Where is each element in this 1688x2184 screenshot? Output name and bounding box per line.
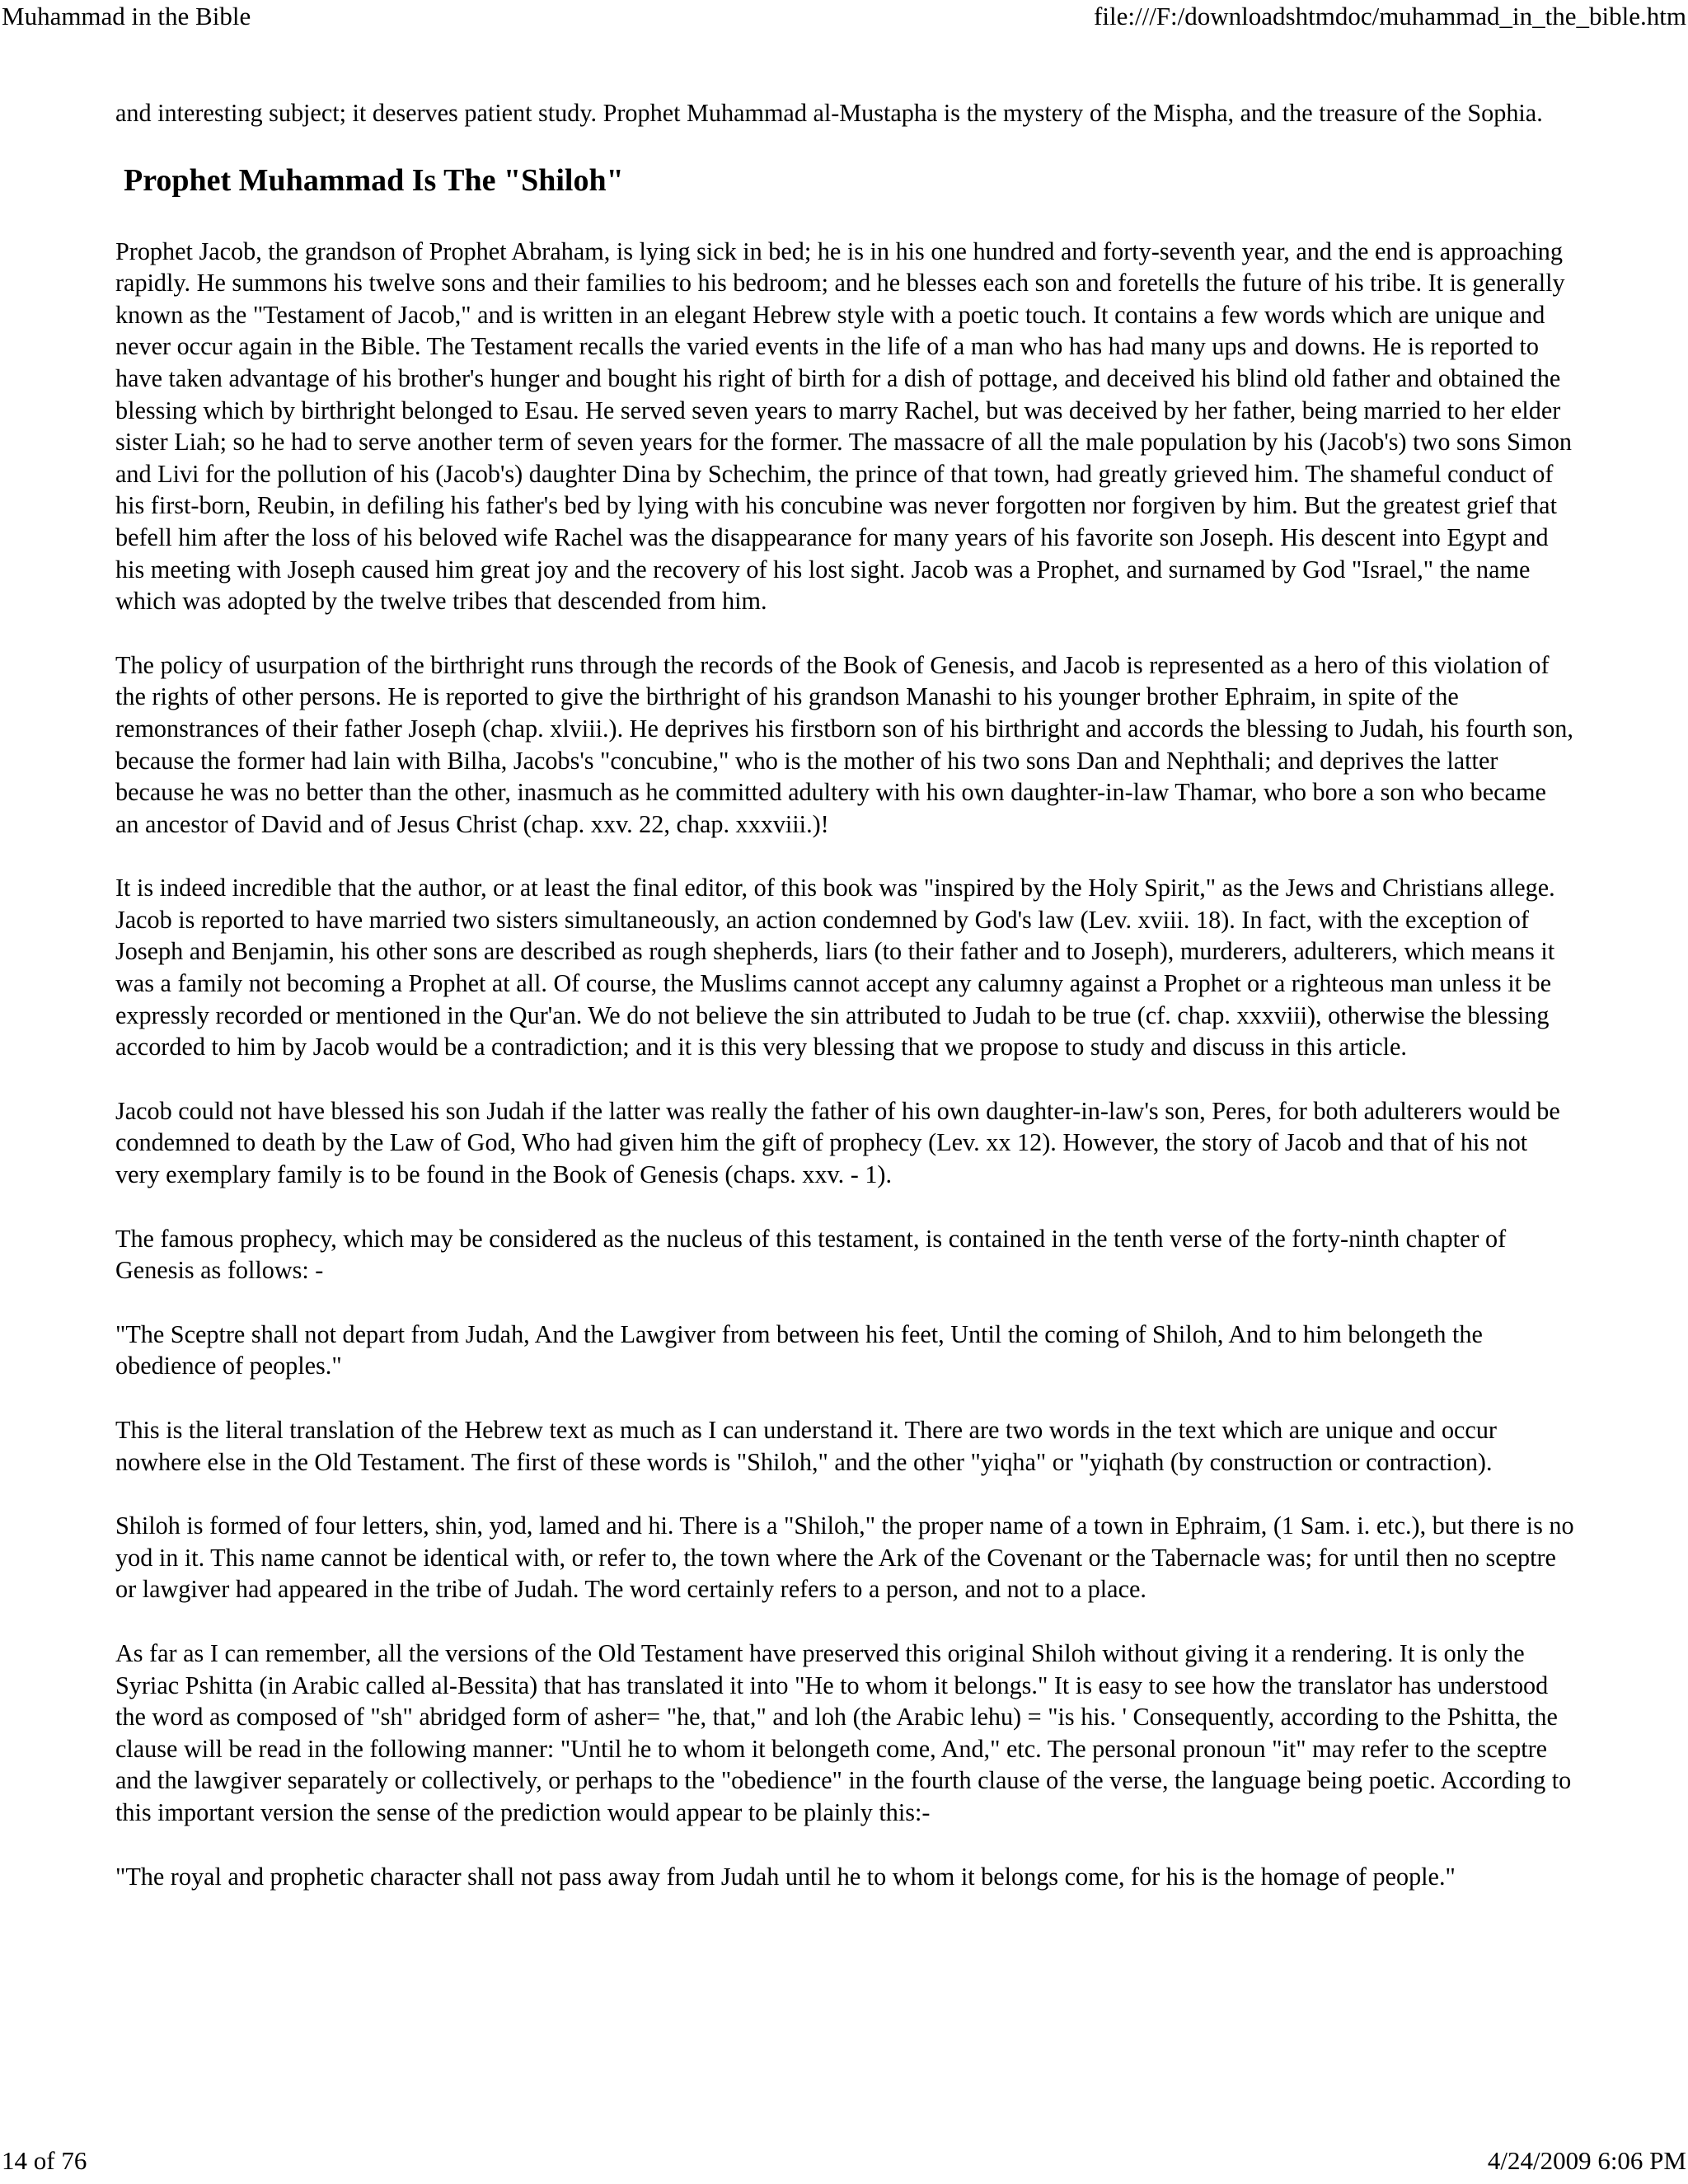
- paragraph: The famous prophecy, which may be considered as the nucleus of this testament, is contained in the tenth verse of the forty-ninth chapter of Genesis as follows: -: [115, 1224, 1507, 1285]
- document-title: Muhammad in the Bible: [2, 2, 251, 30]
- paragraph: Jacob could not have blessed his son Judah if the latter was really the father of his own daughter-in-law's son, Peres, for both adulterers would be condemned to death by the Law of God, Who had given him the gift of prophecy (Lev. xx 12). However, the story of Jacob and that of his not very exemplary family is to be found in the Book of Genesis (chaps. xxv. - 1).: [115, 1096, 1560, 1189]
- paragraph: It is indeed incredible that the author, or at least the final editor, of this book was "inspired by the Holy Spirit," as the Jews and Christians allege. Jacob is reported to have married two sisters simultaneously, an action condemned by God's law (Lev. xviii. 18). In fact, with the exception of Joseph and Benjamin, his other sons are described as rough shepherds, liars (to their father and to Joseph), murderers, adulterers, which means it was a family not becoming a Prophet at all. Of course, the Muslims cannot accept any calumny against a Prophet or a righteous man unless it be expressly recorded or mentioned in the Qur'an. We do not believe the sin attributed to Judah to be true (cf. chap. xxxviii), otherwise the blessing accorded to him by Jacob would be a contradiction; and it is this very blessing that we propose to study and discuss in this article.: [115, 874, 1555, 1062]
- paragraph: The policy of usurpation of the birthright runs through the records of the Book of Genesis, and Jacob is represented as a hero of this violation of the rights of other persons. He is reported to give the birthright of his grandson Manashi to his younger brother Ephraim, in spite of the remonstrances of their father Joseph (chap. xlviii.). He deprives his firstborn son of his birthright and accords the blessing to Judah, his fourth son, because the former had lain with Bilha, Jacobs's "concubine," who is the mother of his two sons Dan and Nephthali; and deprives the latter because he was no better than the other, inasmuch as he committed adultery with his own daughter-in-law Thamar, who bore a son who became an ancestor of David and of Jesus Christ (chap. xxv. 22, chap. xxxviii.)!: [115, 650, 1573, 838]
- paragraph: Shiloh is formed of four letters, shin, yod, lamed and hi. There is a "Shiloh," the proper name of a town in Ephraim, (1 Sam. i. etc.), but there is no yod in it. This name cannot be identical with, or refer to, the town where the Ark of the Covenant or the Tabernacle was; for until then no sceptre or lawgiver had appeared in the tribe of Judah. The word certainly refers to a person, and not to a place.: [115, 1511, 1574, 1604]
- print-timestamp: 4/24/2009 6:06 PM: [1487, 2146, 1686, 2175]
- article-body: [115, 97, 1574, 1924]
- intro-paragraph: and interesting subject; it deserves patient study. Prophet Muhammad al-Mustapha is the mystery of the Mispha, and the treasure of the Sophia.: [115, 99, 1543, 127]
- quotation-paragraph: "The royal and prophetic character shall not pass away from Judah until he to whom it belongs come, for his is the homage of people.": [115, 1862, 1456, 1891]
- quotation-paragraph: "The Sceptre shall not depart from Judah, And the Lawgiver from between his feet, Until the coming of Shiloh, And to him belongeth the obedience of peoples.": [115, 1319, 1483, 1380]
- print-footer: [0, 2144, 1688, 2177]
- document-url: file:///F:/downloadshtmdoc/muhammad_in_the_bible.htm: [1094, 2, 1686, 30]
- paragraph: Prophet Jacob, the grandson of Prophet Abraham, is lying sick in bed; he is in his one hundred and forty-seventh year, and the end is approaching rapidly. He summons his twelve sons and their families to his bedroom; and he blesses each son and foretells the future of his tribe. It is generally known as the "Testament of Jacob," and is written in an elegant Hebrew style with a poetic touch. It contains a few words which are unique and never occur again in the Bible. The Testament recalls the varied events in the life of a man who has had many ups and downs. He is reported to have taken advantage of his brother's hunger and bought his right of birth for a dish of pottage, and deceived his blind old father and obtained the blessing which by birthright belonged to Esau. He served seven years to marry Rachel, but was deceived by her father, being married to her elder sister Liah; so he had to serve another term of seven years for the former. The massacre of all the male population by his (Jacob's) two sons Simon and Livi for the pollution of his (Jacob's) daughter Dina by Schechim, the prince of that town, had greatly grieved him. The shameful conduct of his first-born, Reubin, in defiling his father's bed by lying with his concubine was never forgotten nor forgiven by him. But the greatest grief that befell him after the loss of his beloved wife Rachel was the disappearance for many years of his favorite son Joseph. His descent into Egypt and his meeting with Joseph caused him great joy and the recovery of his lost sight. Jacob was a Prophet, and surnamed by God "Israel," the name which was adopted by the twelve tribes that descended from him.: [115, 237, 1573, 616]
- section-heading: Prophet Muhammad Is The "Shiloh": [124, 162, 624, 198]
- paragraph: This is the literal translation of the Hebrew text as much as I can understand it. There are two words in the text which are unique and occur nowhere else in the Old Testament. The first of these words is "Shiloh," and the other "yiqha" or "yiqhath (by construction or contraction).: [115, 1416, 1497, 1476]
- print-header: [0, 0, 1688, 33]
- paragraph: As far as I can remember, all the versions of the Old Testament have preserved this original Shiloh without giving it a rendering. It is only the Syriac Pshitta (in Arabic called al-Bessita) that has translated it into "He to whom it belongs." It is easy to see how the translator has understood the word as composed of "sh" abridged form of asher= "he, that," and loh (the Arabic lehu) = "is his. ' Consequently, according to the Pshitta, the clause will be read in the following manner: "Until he to whom it belongeth come, And," etc. The personal pronoun "it" may refer to the sceptre and the lawgiver separately or collectively, or perhaps to the "obedience" in the fourth clause of the verse, the language being poetic. According to this important version the sense of the prediction would appear to be plainly this:-: [115, 1638, 1572, 1826]
- page-counter: 14 of 76: [2, 2146, 87, 2175]
